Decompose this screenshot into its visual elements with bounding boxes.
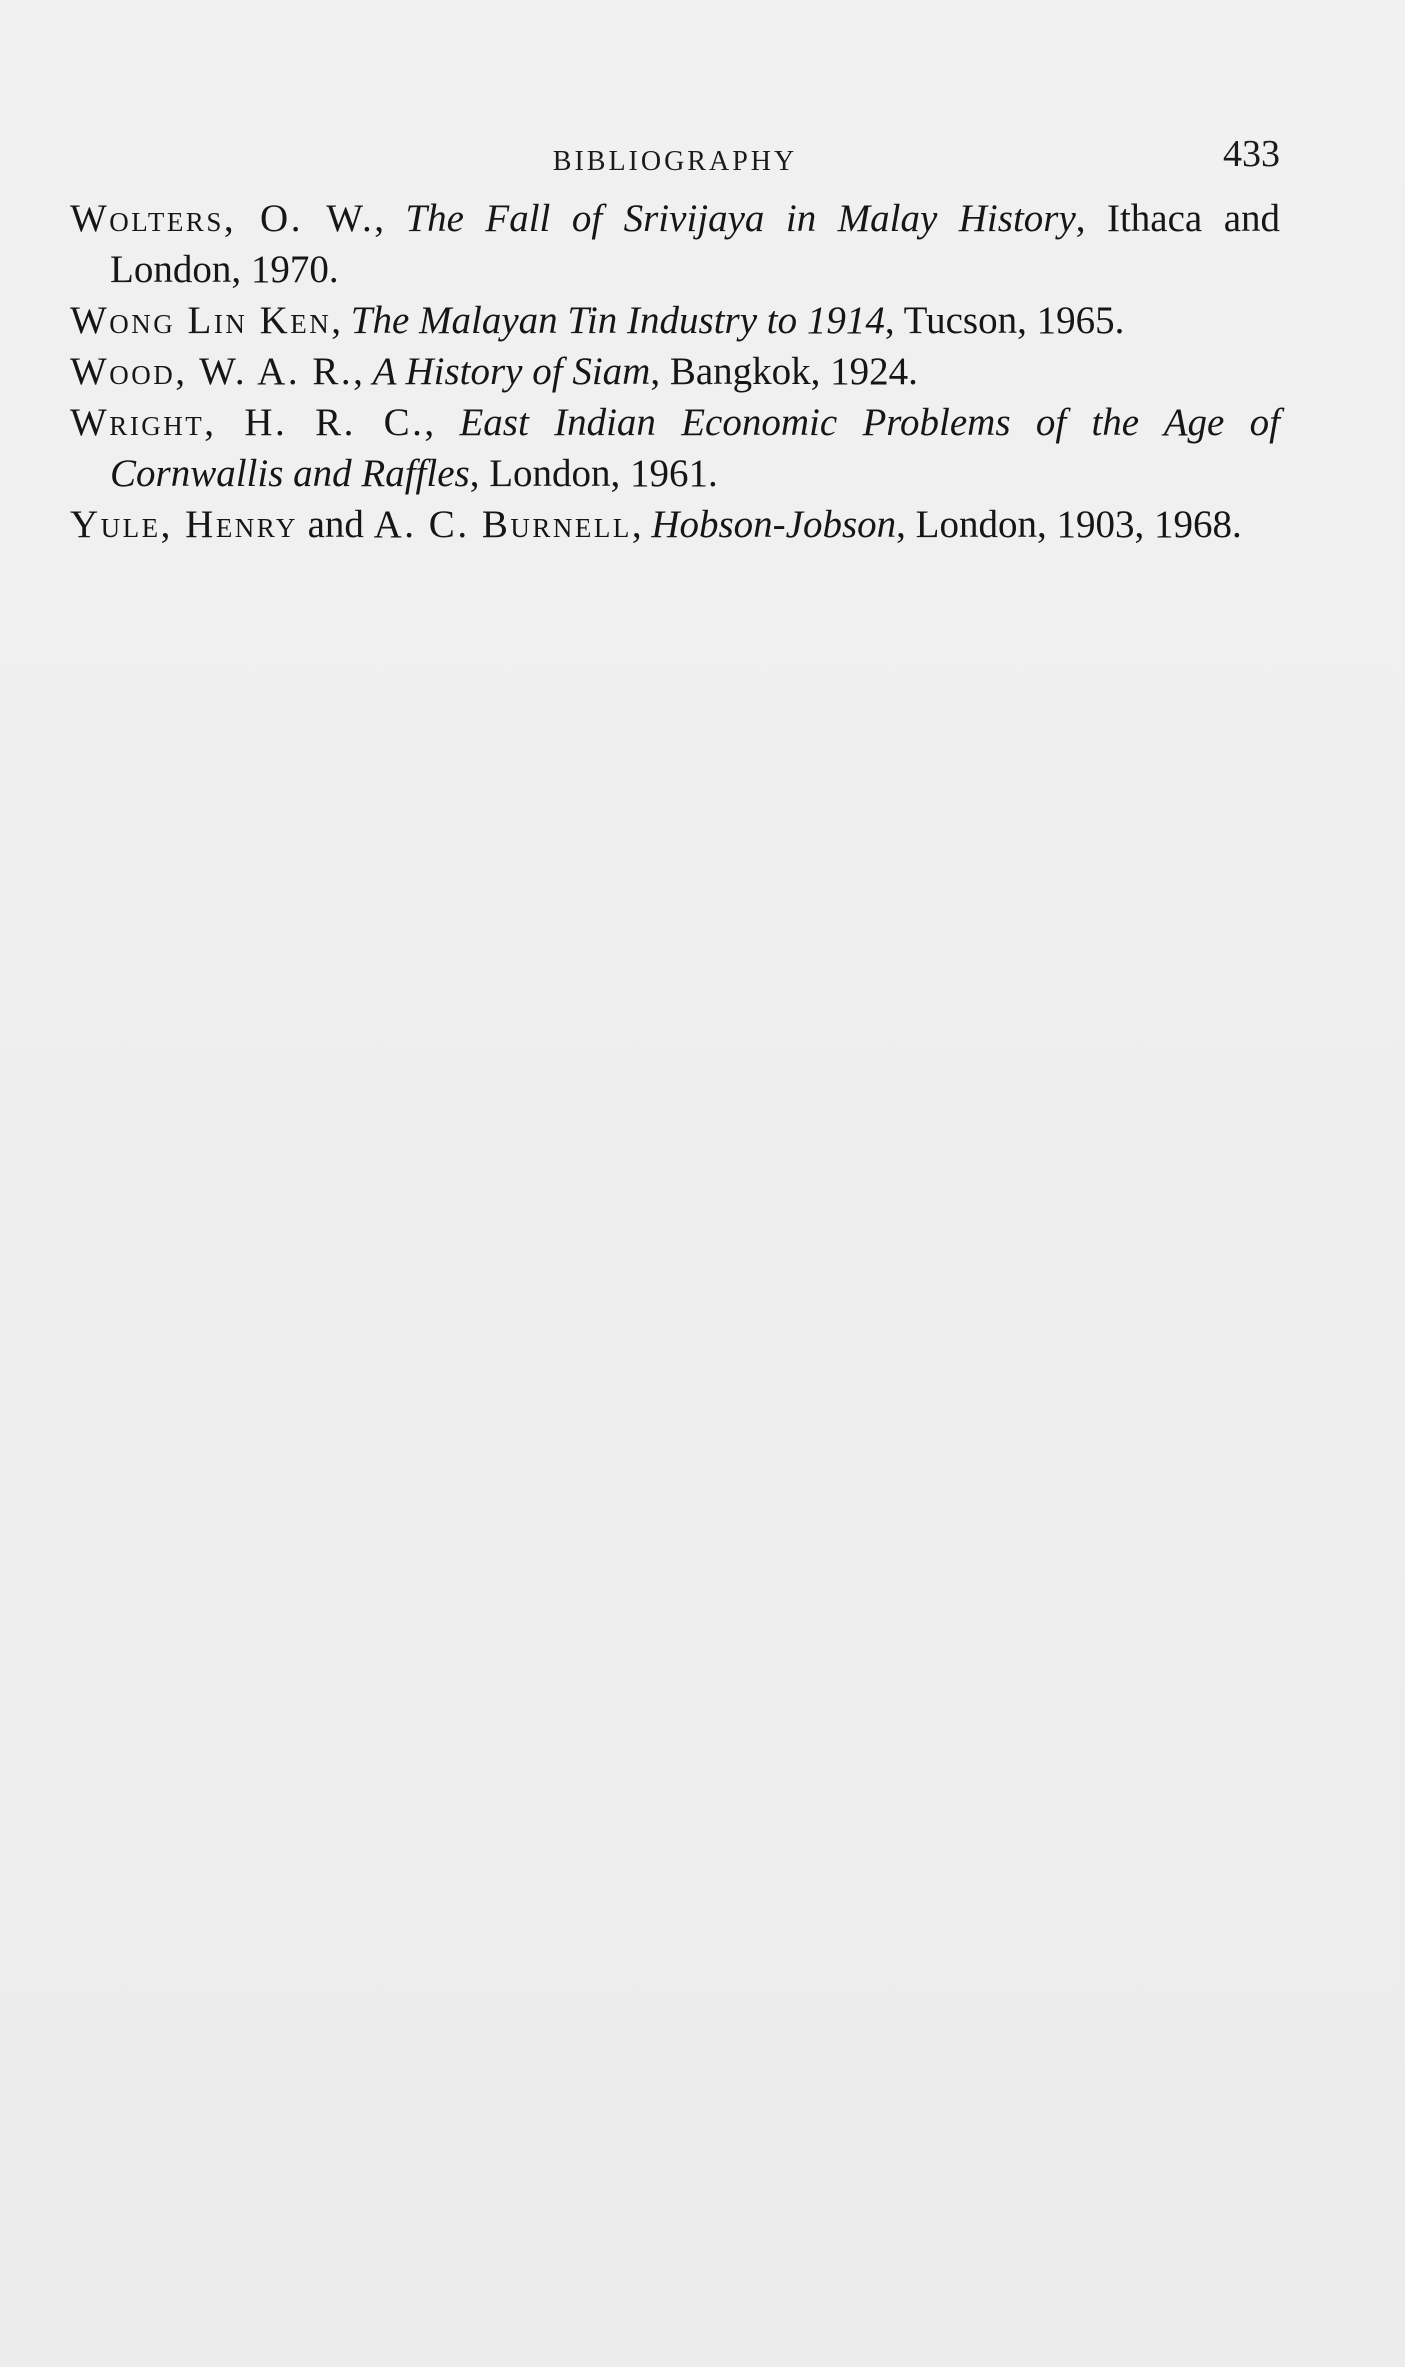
entry-separator: , [631,503,652,546]
entry-separator: , [424,401,460,444]
bibliography-entry [70,346,1280,397]
bibliography-entry [70,499,1280,550]
entry-title: East Indian Economic Problems of the Age of Cornwallis and Raffles [110,401,1280,495]
entry-author: Wong Lin Ken [70,299,332,342]
entry-publication: , London, 1903, 1968. [896,503,1242,546]
entry-publication: , London, 1961. [469,452,718,495]
entry-separator: , [353,350,373,393]
entry-author: Wolters, O. W. [70,197,375,240]
entry-author: Yule, Henry [70,503,298,546]
entry-publication: , Ithaca and London, 1970. [110,197,1281,291]
entry-publication: , Bangkok, 1924. [650,350,918,393]
entry-author: Wright, H. R. C. [70,401,425,444]
page-header [70,132,1280,182]
bibliography-list [70,193,1280,550]
page-number: 433 [1223,133,1280,175]
entry-publication: , Tucson, 1965. [884,299,1125,342]
bibliography-entry [70,397,1280,499]
bibliography-entry [70,193,1280,295]
running-head: BIBLIOGRAPHY [552,146,798,177]
entry-conjunction: and [297,503,374,546]
entry-title: Hobson-Jobson [651,503,897,546]
entry-separator: , [374,197,406,240]
entry-coauthor: A. C. Burnell [373,503,632,546]
entry-separator: , [331,299,351,342]
entry-title: The Fall of Srivijaya in Malay History [405,197,1076,240]
entry-author: Wood, W. A. R. [70,350,354,393]
bibliography-entry [70,295,1280,346]
entry-title: The Malayan Tin Industry to 1914 [350,299,885,342]
entry-title: A History of Siam [372,350,651,393]
